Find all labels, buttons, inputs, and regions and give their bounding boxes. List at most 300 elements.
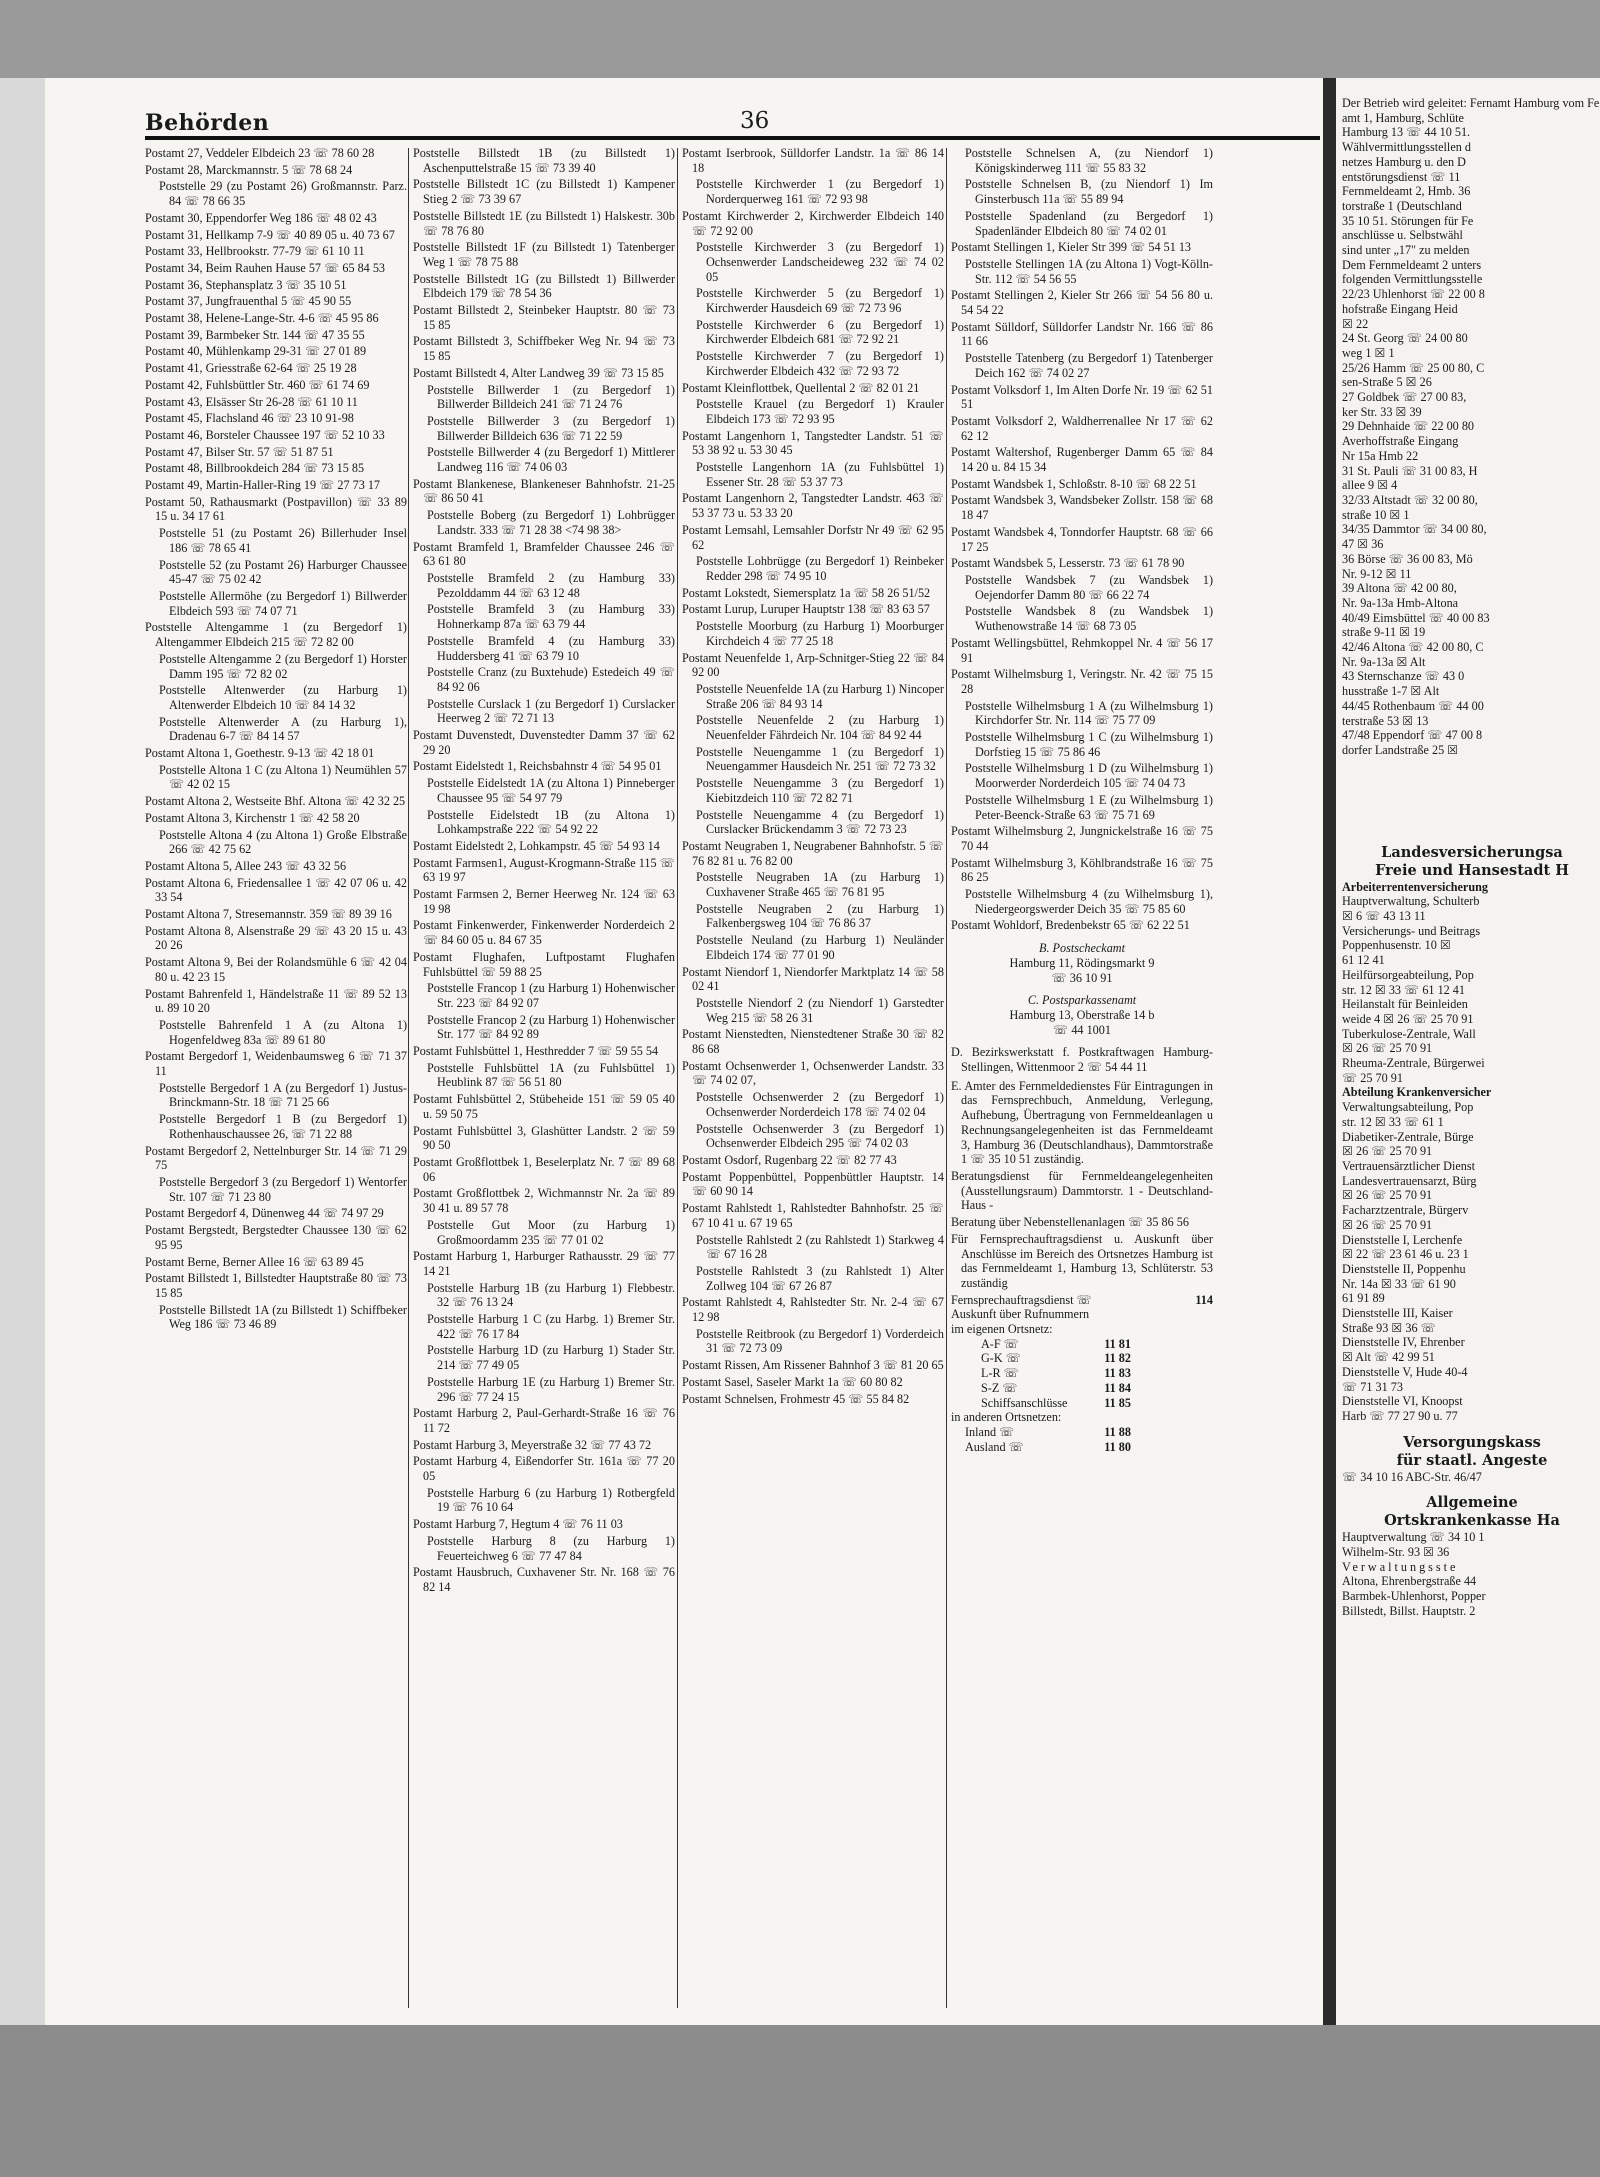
postamt-entry: Postamt Berne, Berner Allee 16 ☏ 63 89 45 [145, 1254, 364, 1269]
poststelle-entry: Poststelle Krauel (zu Bergedorf 1) Krauler Elbdeich 173 ☏ 72 93 95 [696, 397, 944, 426]
poststelle-entry: Poststelle Harburg 8 (zu Harburg 1) Feuerteichweg 6 ☏ 77 47 84 [427, 1533, 675, 1563]
krankenversicherung-line: Dienststelle II, Poppenhu [1342, 1261, 1466, 1276]
postamt-entry: Postamt Farmsen 2, Berner Heerweg Nr. 124 ☏ 63 19 98 [413, 887, 675, 916]
poststelle-entry: Poststelle Neuenfelde 1A (zu Harburg 1) Nincoper Straße 206 ☏ 84 93 14 [696, 681, 944, 711]
postamt-entry: Postamt Neugraben 1, Neugrabener Bahnhofstr. 5 ☏ 76 82 81 u. 76 82 00 [682, 838, 944, 868]
landesversicherung-line: Heilanstalt für Beinleiden [1342, 997, 1468, 1012]
krankenversicherung-line: ☒ 26 ☏ 25 70 91 [1342, 1188, 1433, 1203]
landesversicherung-line: 61 12 41 [1342, 953, 1385, 968]
andere-ortsnetze-label: in anderen Ortsnetzen: [951, 1410, 1062, 1425]
postamt-entry: Postamt 33, Hellbrookstr. 77-79 ☏ 61 10 11 [145, 244, 365, 259]
postamt-entry: Postamt 41, Griesstraße 62-64 ☏ 25 19 28 [145, 361, 357, 376]
fernamt-line: Wählvermittlungsstellen d [1342, 140, 1471, 155]
postamt-entry: Postamt Bergedorf 1, Weidenbaumsweg 6 ☏ 71 37 11 [145, 1049, 407, 1079]
postamt-entry: Postamt Großflottbek 1, Beselerplatz Nr. 7 ☏ 89 68 06 [413, 1155, 675, 1184]
krankenversicherung-line: 61 91 89 [1342, 1291, 1385, 1306]
poststelle-entry: Poststelle Harburg 1D (zu Harburg 1) Stader Str. 214 ☏ 77 49 05 [427, 1343, 675, 1373]
postamt-entry: Postamt 45, Flachsland 46 ☏ 23 10 91-98 [145, 411, 354, 426]
rufnummer-label: Inland ☏ [965, 1424, 1015, 1439]
postamt-entry: Postamt Billstedt 2, Steinbeker Hauptstr. 80 ☏ 73 15 85 [413, 303, 675, 332]
poststelle-entry: Poststelle Wilhelmsburg 4 (zu Wilhelmsburg 1), Niedergeorgswerder Deich 35 ☏ 75 85 60 [965, 887, 1213, 916]
fernamt-line: Nr 15a Hmb 22 [1342, 448, 1419, 463]
landesversicherung-line: Heilfürsorgeabteilung, Pop [1342, 967, 1474, 982]
auskunft-label: Auskunft über Rufnummern [951, 1307, 1090, 1322]
poststelle-entry: Poststelle Kirchwerder 1 (zu Bergedorf 1) Norderquerweg 161 ☏ 72 93 98 [696, 177, 944, 207]
krankenversicherung-line: Vertrauensärztlicher Dienst [1342, 1159, 1475, 1173]
postamt-entry: Postamt 28, Marckmannstr. 5 ☏ 78 68 24 [145, 162, 353, 177]
fernamt-line: Averhoffstraße Eingang [1342, 434, 1459, 449]
landesversicherung-lines [1342, 894, 1600, 1085]
postamt-entry: Postamt 47, Bilser Str. 57 ☏ 51 87 51 [145, 444, 334, 459]
poststelle-entry: Poststelle Harburg 1E (zu Harburg 1) Bremer Str. 296 ☏ 77 24 15 [427, 1374, 675, 1404]
postamt-entry: Postamt 36, Stephansplatz 3 ☏ 35 10 51 [145, 277, 347, 292]
ortskrankenkasse-line: Wilhelm-Str. 93 ☒ 36 [1342, 1545, 1450, 1560]
postamt-entry: Postamt Sülldorf, Sülldorfer Landstr Nr. 166 ☏ 86 11 66 [951, 319, 1213, 349]
postamt-entry: Poststelle Billstedt 1C (zu Billstedt 1) Kampener Stieg 2 ☏ 73 39 67 [413, 177, 675, 207]
poststelle-entry: Poststelle Gut Moor (zu Harburg 1) Großmoordamm 235 ☏ 77 01 02 [427, 1217, 675, 1247]
ortskrankenkasse-lines [1342, 1530, 1600, 1559]
directory-column-1 [145, 146, 407, 2016]
poststelle-entry: Poststelle Langenhorn 1A (zu Fuhlsbüttel 1) Essener Str. 28 ☏ 53 37 73 [696, 460, 944, 489]
postamt-entry: Postamt Volksdorf 2, Waldherrenallee Nr 17 ☏ 62 62 12 [951, 413, 1213, 443]
fernamt-line: 42/46 Altona ☏ 42 00 80, C [1342, 640, 1484, 655]
poststelle-entry: Poststelle Wandsbek 7 (zu Wandsbek 1) Oejendorfer Damm 80 ☏ 66 22 74 [965, 572, 1213, 602]
rufnummer-label: A-F ☏ [981, 1336, 1019, 1351]
rufnummer-label: Ausland ☏ [965, 1439, 1024, 1454]
fernamt-line: 39 Altona ☏ 42 00 80, [1342, 581, 1457, 596]
fernamt-line: Nr. 9-12 ☒ 11 [1342, 566, 1412, 581]
poststelle-entry: Poststelle Rahlstedt 3 (zu Rahlstedt 1) Alter Zollweg 104 ☏ 67 26 87 [696, 1263, 944, 1293]
poststelle-entry: Poststelle Bergedorf 1 B (zu Bergedorf 1) Rothenhauschaussee 26, ☏ 71 22 88 [159, 1112, 407, 1141]
landesversicherung-line: Poppenhusenstr. 10 ☒ [1342, 938, 1451, 953]
postamt-entry: Postamt 50, Rathausmarkt (Postpavillon) ☏ 33 89 15 u. 34 17 61 [145, 494, 407, 524]
verwaltungsstelle-line: Altona, Ehrenbergstraße 44 [1342, 1574, 1477, 1589]
postamt-entry: Postamt Wellingsbüttel, Rehmkoppel Nr. 4 ☏ 56 17 91 [951, 635, 1213, 665]
poststelle-entry: Poststelle Altenwerder A (zu Harburg 1), Dradenau 6-7 ☏ 84 14 57 [159, 714, 407, 744]
book-gutter [1323, 78, 1336, 2028]
rufnummer-row [965, 1425, 1131, 1440]
postamt-entry: Postamt Wandsbek 3, Wandsbeker Zollstr. 158 ☏ 68 18 47 [951, 493, 1213, 523]
directory-column-3 [682, 146, 944, 2016]
postamt-entry: Postamt Altona 2, Westseite Bhf. Altona ☏ 42 32 25 [145, 794, 406, 809]
postamt-entry: Postamt Iserbrook, Sülldorfer Landstr. 1a ☏ 86 14 18 [682, 146, 944, 175]
postamt-entry: Postamt Altona 9, Bei der Rolandsmühle 6 ☏ 42 04 80 u. 42 23 15 [145, 955, 407, 984]
fernamt-line: weg 1 ☒ 1 [1342, 345, 1395, 360]
postamt-entry: Postamt Sasel, Saseler Markt 1a ☏ 60 80 82 [682, 1374, 903, 1389]
auftragsdienst-label: Fernsprechauftragsdienst ☏ [951, 1292, 1092, 1307]
postamt-entry: Postamt Großflottbek 2, Wichmannstr Nr. 2a ☏ 89 30 41 u. 89 57 78 [413, 1186, 675, 1216]
postsparkasse-address: Hamburg 13, Oberstraße 14 b [1009, 1007, 1155, 1022]
nebenstellen-entry: Beratung über Nebenstellenanlagen ☏ 35 86 56 [951, 1215, 1189, 1230]
poststelle-entry: Poststelle Neuenfelde 2 (zu Harburg 1) Neuenfelder Fährdeich Nr. 104 ☏ 84 92 44 [696, 713, 944, 743]
krankenversicherung-line: Nr. 14a ☒ 33 ☏ 61 90 [1342, 1276, 1456, 1291]
postamt-entry: Postamt Billstedt 4, Alter Landweg 39 ☏ 73 15 85 [413, 365, 664, 380]
landesversicherung-line: str. 12 ☒ 33 ☏ 61 12 41 [1342, 982, 1465, 997]
poststelle-entry: Poststelle Reitbrook (zu Bergedorf 1) Vorderdeich 31 ☏ 72 73 09 [696, 1326, 944, 1356]
fernamt-line: 25/26 Hamm ☏ 25 00 80, C [1342, 360, 1485, 375]
postamt-entry: Postamt Waltershof, Rugenberger Damm 65 ☏ 84 14 20 u. 84 15 34 [951, 445, 1213, 475]
poststelle-entry: Poststelle Neuengamme 4 (zu Bergedorf 1) Curslacker Brückendamm 3 ☏ 72 73 23 [696, 807, 944, 837]
poststelle-entry: Poststelle Bahrenfeld 1 A (zu Altona 1) Hogenfeldweg 83a ☏ 89 61 80 [159, 1017, 407, 1047]
postamt-entry: Postamt Wilhelmsburg 1, Veringstr. Nr. 42 ☏ 75 15 28 [951, 667, 1213, 696]
landesversicherung-line: Rheuma-Zentrale, Bürgerwei [1342, 1056, 1485, 1071]
postamt-entry: Postamt 34, Beim Rauhen Hause 57 ☏ 65 84 53 [145, 260, 386, 275]
postamt-entry: Poststelle Billstedt 1F (zu Billstedt 1) Tatenberger Weg 1 ☏ 78 75 88 [413, 240, 675, 269]
poststelle-entry: Poststelle Moorburg (zu Harburg 1) Moorburger Kirchdeich 4 ☏ 77 25 18 [696, 619, 944, 648]
fernamt-line: anschlüsse u. Selbstwähl [1342, 228, 1463, 243]
krankenversicherung-line: Verwaltungsabteilung, Pop [1342, 1100, 1474, 1115]
fernamt-line: torstraße 1 (Deutschland [1342, 198, 1462, 213]
poststelle-entry: Poststelle Billwerder 4 (zu Bergedorf 1) Mittlerer Landweg 116 ☏ 74 06 03 [427, 445, 675, 475]
poststelle-entry: Poststelle Niendorf 2 (zu Niendorf 1) Garstedter Weg 215 ☏ 58 26 31 [696, 995, 944, 1025]
verwaltungsstellen-heading: Verwaltungsste [1342, 1559, 1459, 1574]
poststelle-entry: Poststelle Bergedorf 1 A (zu Bergedorf 1) Justus-Brinckmann-Str. 18 ☏ 71 25 66 [159, 1080, 407, 1110]
column-divider [946, 148, 947, 2008]
postamt-entry: Postamt Fuhlsbüttel 2, Stübeheide 151 ☏ 59 05 40 u. 59 50 75 [413, 1092, 675, 1121]
poststelle-entry: Poststelle Spadenland (zu Bergedorf 1) Spadenländer Elbdeich 80 ☏ 74 02 01 [965, 208, 1213, 238]
krankenversicherung-line: str. 12 ☒ 33 ☏ 61 1 [1342, 1114, 1444, 1129]
fernmelde-entry: E. Amter des Fernmeldedienstes Für Eintragungen in das Fernsprechbuch, Anmeldung, Verlegung, Aufhebung, Übertragung von Fernmeldeanlagen u Rechnungsangelegenheiten ist das Fernmeldeamt 3, Hamburg 36 (Deutschlandhaus), Dammtorstraße 1 ☏ 35 10 51 zuständig. [951, 1078, 1213, 1167]
landesversicherung-line: weide 4 ☒ 26 ☏ 25 70 91 [1342, 1011, 1474, 1026]
postamt-entry: Postamt Harburg 7, Hegtum 4 ☏ 76 11 03 [413, 1517, 623, 1532]
postscheckamt-title: B. Postscheckamt [1039, 941, 1125, 956]
page-number: 36 [740, 108, 770, 134]
landesversicherung-line: ☏ 25 70 91 [1342, 1070, 1403, 1085]
krankenversicherung-line: ☒ Alt ☏ 42 99 51 [1342, 1350, 1435, 1365]
fernamt-line: straße 10 ☒ 1 [1342, 507, 1410, 522]
poststelle-entry: Poststelle Harburg 1 C (zu Harbg. 1) Bremer Str. 422 ☏ 76 17 84 [427, 1312, 675, 1341]
fernamt-line: 35 10 51. Störungen für Fe [1342, 213, 1474, 228]
postamt-entry: Postamt Bramfeld 1, Bramfelder Chaussee 246 ☏ 63 61 80 [413, 539, 675, 569]
fernamt-line: sen-Straße 5 ☒ 26 [1342, 375, 1432, 390]
poststelle-entry: Poststelle Boberg (zu Bergedorf 1) Lohbrügger Landstr. 333 ☏ 71 28 38 <74 98 38> [427, 508, 675, 537]
postamt-entry: Postamt Bahrenfeld 1, Händelstraße 11 ☏ 89 52 13 u. 89 10 20 [145, 986, 407, 1016]
rufnummer-label: S-Z ☏ [981, 1380, 1018, 1395]
poststelle-entry: Poststelle Neuland (zu Harburg 1) Neuländer Elbdeich 174 ☏ 77 01 90 [696, 933, 944, 962]
rufnummer-row [981, 1396, 1131, 1411]
krankenversicherung-heading: Abteilung Krankenversicher [1342, 1085, 1492, 1100]
postamt-entry: Postamt 31, Hellkamp 7-9 ☏ 40 89 05 u. 40 73 67 [145, 227, 395, 242]
fernamt-line: 36 Börse ☏ 36 00 83, Mö [1342, 551, 1473, 566]
poststelle-entry: Poststelle Kirchwerder 5 (zu Bergedorf 1) Kirchwerder Hausdeich 69 ☏ 72 73 96 [696, 286, 944, 316]
postamt-entry: Postamt Poppenbüttel, Poppenbüttler Hauptstr. 14 ☏ 60 90 14 [682, 1169, 944, 1199]
krankenversicherung-line: Straße 93 ☒ 36 ☏ [1342, 1320, 1436, 1335]
poststelle-entry: Poststelle Stellingen 1A (zu Altona 1) Vogt-Kölln-Str. 112 ☏ 54 56 55 [965, 256, 1213, 286]
postamt-entry: Postamt Finkenwerder, Finkenwerder Norderdeich 2 ☏ 84 60 05 u. 84 67 35 [413, 918, 675, 948]
rufnummer-label: G-K ☏ [981, 1351, 1021, 1366]
fernamt-line: 34/35 Dammtor ☏ 34 00 80, [1342, 522, 1487, 537]
postamt-entry: Postamt Altona 8, Alsenstraße 29 ☏ 43 20 15 u. 43 20 26 [145, 923, 407, 953]
fernamt-line: 32/33 Altstadt ☏ 32 00 80, [1342, 492, 1478, 507]
postamt-entry: Postamt Bergedorf 4, Dünenweg 44 ☏ 74 97 29 [145, 1206, 384, 1221]
landesversicherung-line: Tuberkulose-Zentrale, Wall [1342, 1026, 1476, 1041]
poststelle-entry: Poststelle Bergedorf 3 (zu Bergedorf 1) Wentorfer Str. 107 ☏ 71 23 80 [159, 1175, 407, 1204]
verwaltungsstellen-lines [1342, 1574, 1600, 1618]
fernamt-line: Nr. 9a-13a Hmb-Altona [1342, 595, 1459, 610]
section-title: Behörden [145, 110, 270, 136]
poststelle-entry: Poststelle Wilhelmsburg 1 E (zu Wilhelmsburg 1) Peter-Beenck-Straße 63 ☏ 75 71 69 [965, 792, 1213, 822]
postamt-entry: Postamt Wandsbek 1, Schloßstr. 8-10 ☏ 68 22 51 [951, 476, 1197, 491]
rufnummer-row [981, 1351, 1131, 1366]
fernamt-line: Der Betrieb wird geleitet: Fernamt Hamburg vom Fe [1342, 96, 1600, 110]
versorgungskasse-title-2: für staatl. Angeste [1396, 1451, 1548, 1469]
krankenversicherung-line: Dienststelle III, Kaiser [1342, 1306, 1453, 1321]
krankenversicherung-line: ☒ 22 ☏ 23 61 46 u. 23 1 [1342, 1247, 1469, 1262]
krankenversicherung-line: ☒ 26 ☏ 25 70 91 [1342, 1144, 1433, 1159]
postamt-entry: Postamt Wohldorf, Bredenbekstr 65 ☏ 62 22 51 [951, 918, 1190, 933]
postamt-entry: Postamt Nienstedten, Nienstedtener Straße 30 ☏ 82 86 68 [682, 1027, 944, 1057]
ortsnetz-label: im eigenen Ortsnetz: [951, 1322, 1053, 1337]
poststelle-entry: Poststelle Eidelstedt 1B (zu Altona 1) Lohkampstraße 222 ☏ 54 92 22 [427, 807, 675, 837]
postamt-entry: Postamt Langenhorn 2, Tangstedter Landstr. 463 ☏ 53 37 73 u. 53 33 20 [682, 491, 944, 521]
postamt-entry: Postamt Bergstedt, Bergstedter Chaussee 130 ☏ 62 95 95 [145, 1223, 407, 1252]
poststelle-entry: Poststelle Wilhelmsburg 1 D (zu Wilhelmsburg 1) Moorwerder Norderdeich 105 ☏ 74 04 73 [965, 761, 1213, 791]
postamt-entry: Postamt Kleinflottbek, Quellental 2 ☏ 82 01 21 [682, 380, 920, 395]
postamt-entry: Postamt Rahlstedt 4, Rahlstedter Str. Nr. 2-4 ☏ 67 12 98 [682, 1295, 944, 1325]
postamt-entry: Postamt Rissen, Am Rissener Bahnhof 3 ☏ 81 20 65 [682, 1358, 944, 1373]
krankenversicherung-line: ☒ 26 ☏ 25 70 91 [1342, 1217, 1433, 1232]
poststelle-entry: Poststelle Bramfeld 4 (zu Hamburg 33) Huddersberg 41 ☏ 63 79 10 [427, 633, 675, 663]
poststelle-entry: Poststelle Kirchwerder 7 (zu Bergedorf 1) Kirchwerder Elbdeich 432 ☏ 72 93 72 [696, 349, 944, 378]
fernamt-line: Hamburg 13 ☏ 44 10 51. [1342, 125, 1471, 140]
postamt-entry: Postamt Fuhlsbüttel 3, Glashütter Landstr. 2 ☏ 59 90 50 [413, 1123, 675, 1153]
verwaltungsstelle-line: Billstedt, Billst. Hauptstr. 2 [1342, 1603, 1476, 1618]
fernamt-line: entstörungsdienst ☏ 11 [1342, 169, 1461, 184]
postamt-entry: Postamt 40, Mühlenkamp 29-31 ☏ 27 01 89 [145, 344, 367, 359]
auftragsdienst-number [951, 1293, 1213, 1308]
postamt-entry: Postamt Osdorf, Rugenbarg 22 ☏ 82 77 43 [682, 1153, 897, 1167]
postamt-entry: Postamt 38, Helene-Lange-Str. 4-6 ☏ 45 95 86 [145, 311, 379, 326]
postamt-entry: Postamt Altona 3, Kirchenstr 1 ☏ 42 58 20 [145, 810, 360, 825]
postamt-entry: Postamt Eidelstedt 2, Lohkampstr. 45 ☏ 54 93 14 [413, 838, 660, 853]
postamt-entry: Postamt Bergedorf 2, Nettelnburger Str. 14 ☏ 71 29 75 [145, 1143, 407, 1173]
poststelle-entry: Poststelle Eidelstedt 1A (zu Altona 1) Pinneberger Chaussee 95 ☏ 54 97 79 [427, 776, 675, 805]
postamt-entry: Postamt Billstedt 1, Billstedter Hauptstraße 80 ☏ 73 15 85 [145, 1271, 407, 1300]
poststelle-entry: Poststelle Fuhlsbüttel 1A (zu Fuhlsbüttel 1) Heublink 87 ☏ 56 51 80 [427, 1060, 675, 1090]
postamt-entry: Postamt Stellingen 1, Kieler Str 399 ☏ 54 51 13 [951, 240, 1192, 255]
poststelle-entry: Poststelle Bramfeld 3 (zu Hamburg 33) Hohnerkamp 87a ☏ 63 79 44 [427, 602, 675, 632]
postamt-entry: Postamt Flughafen, Luftpostamt Flughafen Fuhlsbüttel ☏ 59 88 25 [413, 949, 675, 979]
postamt-entry: Postamt Blankenese, Blankeneser Bahnhofstr. 21-25 ☏ 86 50 41 [413, 476, 675, 506]
rufnummer-value: 11 88 [1104, 1424, 1131, 1439]
poststelle-entry: Poststelle Wandsbek 8 (zu Wandsbek 1) Wuthenowstraße 14 ☏ 68 73 05 [965, 604, 1213, 634]
fernamt-line: 31 St. Pauli ☏ 31 00 83, H [1342, 463, 1478, 478]
postamt-entry: Postamt 48, Billbrookdeich 284 ☏ 73 15 85 [145, 461, 365, 476]
postamt-entry: Postamt Altona 6, Friedensallee 1 ☏ 42 07 06 u. 42 33 54 [145, 875, 407, 905]
poststelle-entry: Poststelle Altona 4 (zu Altona 1) Große Elbstraße 266 ☏ 42 75 62 [159, 827, 407, 857]
postamt-entry: Poststelle Billstedt 1G (zu Billstedt 1) Billwerder Elbdeich 179 ☏ 78 54 36 [413, 271, 675, 301]
postamt-entry: Postamt 30, Eppendorfer Weg 186 ☏ 48 02 43 [145, 210, 377, 225]
postamt-entry: Postamt Harburg 1, Harburger Rathausstr. 29 ☏ 77 14 21 [413, 1249, 675, 1278]
fernamt-line: terstraße 53 ☒ 13 [1342, 713, 1429, 728]
poststelle-entry: Poststelle Wilhelmsburg 1 C (zu Wilhelmsburg 1) Dorfstieg 15 ☏ 75 86 46 [965, 730, 1213, 759]
poststelle-entry: Poststelle Billwerder 1 (zu Bergedorf 1) Billwerder Billdeich 241 ☏ 71 24 76 [427, 382, 675, 412]
postamt-entry: Postamt Fuhlsbüttel 1, Hesthredder 7 ☏ 59 55 54 [413, 1044, 659, 1059]
rufnummer-label: Schiffsanschlüsse [981, 1395, 1068, 1410]
landesversicherung-line: ☒ 26 ☏ 25 70 91 [1342, 1041, 1433, 1056]
postamt-entry: Postamt Harburg 3, Meyerstraße 32 ☏ 77 43 72 [413, 1437, 652, 1452]
fernamt-line: Fernmeldeamt 2, Hmb. 36 [1342, 184, 1471, 199]
postamt-entry: Postamt Duvenstedt, Duvenstedter Damm 37 ☏ 62 29 20 [413, 728, 675, 757]
column-divider [408, 148, 409, 2008]
rufnummer-row [981, 1337, 1131, 1352]
directory-column-2 [413, 146, 675, 2016]
fernamt-line: 29 Dehnhaide ☏ 22 00 80 [1342, 419, 1475, 434]
postamt-entry: Postamt Rahlstedt 1, Rahlstedter Bahnhofstr. 25 ☏ 67 10 41 u. 67 19 65 [682, 1201, 944, 1230]
rufnummer-value: 11 84 [1104, 1380, 1131, 1395]
krankenversicherung-line: Dienststelle IV, Ehrenber [1342, 1335, 1465, 1350]
ortskrankenkasse-title-2: Ortskrankenkasse Ha [1384, 1512, 1560, 1530]
rufnummer-value: 11 80 [1104, 1439, 1131, 1454]
poststelle-entry: Poststelle Schnelsen B, (zu Niendorf 1) Im Ginsterbusch 11a ☏ 55 89 94 [965, 177, 1213, 207]
poststelle-entry: Poststelle Billstedt 1A (zu Billstedt 1) Schiffbeker Weg 186 ☏ 73 46 89 [159, 1302, 407, 1332]
krankenversicherung-line: Diabetiker-Zentrale, Bürge [1342, 1129, 1474, 1144]
postscheckamt-phone: ☏ 36 10 91 [1051, 970, 1113, 985]
postamt-entry: Postamt Langenhorn 1, Tangstedter Landstr. 51 ☏ 53 38 92 u. 53 30 45 [682, 428, 944, 458]
krankenversicherung-line: Dienststelle VI, Knoopst [1342, 1394, 1463, 1409]
rufnummer-value: 11 81 [1104, 1336, 1131, 1351]
verwaltungsstelle-line: Barmbek-Uhlenhorst, Popper [1342, 1589, 1486, 1604]
poststelle-entry: Poststelle Harburg 1B (zu Harburg 1) Flebbestr. 32 ☏ 76 13 24 [427, 1280, 675, 1310]
fernamt-line: allee 9 ☒ 4 [1342, 478, 1398, 493]
poststelle-entry: Poststelle Neuengamme 1 (zu Bergedorf 1) Neuengammer Hausdeich Nr. 251 ☏ 72 73 32 [696, 744, 944, 774]
arbeiterrenten-heading: Arbeiterrentenversicherung [1342, 879, 1488, 894]
left-page [45, 78, 1323, 2028]
krankenversicherung-lines [1342, 1100, 1600, 1423]
poststelle-entry: Poststelle Neugraben 2 (zu Harburg 1) Falkenbergsweg 104 ☏ 76 86 37 [696, 901, 944, 931]
fernamt-line: 47/48 Eppendorf ☏ 47 00 8 [1342, 728, 1483, 743]
ortsnetz-list [951, 1337, 1131, 1411]
rufnummer-value: 11 83 [1104, 1366, 1131, 1381]
postamt-entry: Postamt Hausbruch, Cuxhavener Str. Nr. 168 ☏ 76 82 14 [413, 1565, 675, 1594]
postamt-entry: Postamt Niendorf 1, Niendorfer Marktplatz 14 ☏ 58 02 41 [682, 964, 944, 994]
fernamt-line: 40/49 Eimsbüttel ☏ 40 00 83 [1342, 610, 1490, 625]
versorgungskasse-title: Versorgungskass [1403, 1433, 1541, 1451]
krankenversicherung-line: Facharztzentrale, Bürgerv [1342, 1203, 1469, 1218]
fernamt-lines [1342, 96, 1600, 758]
postamt-entry: Postamt Lokstedt, Siemersplatz 1a ☏ 58 26 51/52 [682, 585, 931, 600]
scan-border-top [0, 0, 1600, 78]
postamt-entry: Postamt Ochsenwerder 1, Ochsenwerder Landstr. 33 ☏ 74 02 07, [682, 1058, 944, 1088]
landesversicherung-line: Versicherungs- und Beitrags [1342, 923, 1481, 938]
postamt-list [951, 146, 1213, 933]
postamt-entry: Postamt 49, Martin-Haller-Ring 19 ☏ 27 73 17 [145, 478, 381, 493]
rufnummer-value: 11 85 [1104, 1395, 1131, 1410]
rufnummer-value: 11 82 [1104, 1351, 1131, 1366]
scan-border-left [0, 78, 45, 2028]
postamt-entry: Poststelle Billstedt 1B (zu Billstedt 1) Aschenputtelstraße 15 ☏ 73 39 40 [413, 146, 675, 175]
column-divider [677, 148, 678, 2008]
fernamt-line: ☒ 22 [1342, 316, 1369, 331]
poststelle-entry: Poststelle Bramfeld 2 (zu Hamburg 33) Pezolddamm 44 ☏ 63 12 48 [427, 570, 675, 600]
fernamt-line: dorfer Landstraße 25 ☒ [1342, 742, 1459, 757]
fernamt-line: 27 Goldbek ☏ 27 00 83, [1342, 390, 1467, 405]
fernamt-line: 24 St. Georg ☏ 24 00 80 [1342, 331, 1468, 346]
krankenversicherung-line: ☏ 71 31 73 [1342, 1379, 1403, 1394]
postamt-entry: Postamt Kirchwerder 2, Kirchwerder Elbdeich 140 ☏ 72 92 00 [682, 208, 944, 238]
fernamt-line: 43 Sternschanze ☏ 43 0 [1342, 669, 1465, 684]
krankenversicherung-line: Harb ☏ 77 27 90 u. 77 [1342, 1408, 1458, 1423]
postamt-entry: Postamt Volksdorf 1, Im Alten Dorfe Nr. 19 ☏ 62 51 51 [951, 382, 1213, 412]
postamt-entry: Postamt Wilhelmsburg 3, Köhlbrandstraße 16 ☏ 75 86 25 [951, 855, 1213, 885]
poststelle-entry: Poststelle Billwerder 3 (zu Bergedorf 1) Billwerder Billdeich 636 ☏ 71 22 59 [427, 413, 675, 443]
poststelle-entry: Poststelle Rahlstedt 2 (zu Rahlstedt 1) Starkweg 4 ☏ 67 16 28 [696, 1232, 944, 1262]
landesversicherung-line: ☒ 6 ☏ 43 13 11 [1342, 909, 1426, 924]
postamt-entry: Postamt 39, Barmbeker Str. 144 ☏ 47 35 55 [145, 327, 365, 342]
bezirkswerkstatt-entry: D. Bezirkswerkstatt f. Postkraftwagen Hamburg-Stellingen, Wittenmoor 2 ☏ 54 44 11 [951, 1045, 1213, 1075]
postamt-entry: Postamt Altona 7, Stresemannstr. 359 ☏ 89 39 16 [145, 907, 392, 922]
postamt-entry: Postamt Lemsahl, Lemsahler Dorfstr Nr 49 ☏ 62 95 62 [682, 522, 944, 552]
right-page-column [1342, 96, 1600, 1619]
fernamt-line: husstraße 1-7 ☒ Alt [1342, 684, 1440, 699]
poststelle-entry: Poststelle Altenwerder (zu Harburg 1) Altenwerder Elbdeich 10 ☏ 84 14 32 [159, 683, 407, 712]
poststelle-entry: Poststelle 51 (zu Postamt 26) Billerhuder Insel 186 ☏ 78 65 41 [159, 526, 407, 555]
postsparkasse-title: C. Postsparkassenamt [1027, 993, 1137, 1008]
postamt-entry: Postamt Neuenfelde 1, Arp-Schnitger-Stieg 22 ☏ 84 92 00 [682, 650, 944, 680]
rufnummer-label: L-R ☏ [981, 1366, 1019, 1381]
rufnummer-row [981, 1366, 1131, 1381]
right-page [1336, 78, 1600, 2028]
postamt-entry: Postamt 37, Jungfrauenthal 5 ☏ 45 90 55 [145, 294, 352, 309]
postamt-entry: Postamt 43, Elsässer Str 26-28 ☏ 61 10 11 [145, 394, 358, 409]
postamt-entry: Poststelle Altengamme 1 (zu Bergedorf 1) Altengammer Elbdeich 215 ☏ 72 82 00 [145, 620, 407, 650]
poststelle-entry: Poststelle Ochsenwerder 3 (zu Bergedorf 1) Ochsenwerder Elbdeich 295 ☏ 74 02 03 [696, 1121, 944, 1151]
fernamt-line: sind unter „17" zu melden [1342, 243, 1470, 258]
postamt-entry: Postamt Lurup, Luruper Hauptstr 138 ☏ 83 63 57 [682, 602, 930, 617]
scan-border-bottom [0, 2025, 1600, 2177]
postamt-entry: Postamt Harburg 4, Eißendorfer Str. 161a ☏ 77 20 05 [413, 1454, 675, 1484]
andere-ortsnetze-list [951, 1425, 1131, 1454]
header-rule [145, 136, 1320, 140]
postamt-entry: Postamt Altona 1, Goethestr. 9-13 ☏ 42 18 01 [145, 746, 375, 761]
poststelle-entry: Poststelle Altengamme 2 (zu Bergedorf 1) Horster Damm 195 ☏ 72 82 02 [159, 651, 407, 681]
fernamt-line: 22/23 Uhlenhorst ☏ 22 00 8 [1342, 287, 1485, 302]
auftragsdienst-entry: Für Fernsprechauftragsdienst u. Auskunft über Anschlüsse im Bereich des Ortsnetzes Hamburg ist das Fernmeldeamt 1, Hamburg 13, Schlüterstr. 53 zuständig [951, 1231, 1213, 1290]
krankenversicherung-line: Landesvertrauensarzt, Bürg [1342, 1173, 1477, 1188]
rufnummer-row [981, 1381, 1131, 1396]
postamt-entry: Postamt Wandsbek 4, Tonndorfer Hauptstr. 68 ☏ 66 17 25 [951, 524, 1213, 554]
landesversicherung-title-2: Freie und Hansestadt H [1375, 861, 1569, 879]
postamt-entry: Postamt 27, Veddeler Elbdeich 23 ☏ 78 60 28 [145, 146, 375, 160]
directory-column-4 [951, 146, 1213, 2016]
fernamt-line: ker Str. 33 ☒ 39 [1342, 404, 1422, 419]
poststelle-entry: Poststelle Tatenberg (zu Bergedorf 1) Tatenberger Deich 162 ☏ 74 02 27 [965, 351, 1213, 380]
fernamt-line: 47 ☒ 36 [1342, 537, 1384, 552]
postamt-entry: Postamt 46, Borsteler Chaussee 197 ☏ 52 10 33 [145, 427, 385, 442]
poststelle-entry: Poststelle Francop 2 (zu Harburg 1) Hohenwischer Str. 177 ☏ 84 92 89 [427, 1012, 675, 1042]
fernamt-line: 44/45 Rothenbaum ☏ 44 00 [1342, 698, 1484, 713]
postamt-entry: Postamt Billstedt 3, Schiffbeker Weg Nr. 94 ☏ 73 15 85 [413, 334, 675, 364]
postamt-entry: Postamt Farmsen1, August-Krogmann-Straße 115 ☏ 63 19 97 [413, 855, 675, 885]
poststelle-entry: Poststelle Altona 1 C (zu Altona 1) Neumühlen 57 ☏ 42 02 15 [159, 762, 407, 792]
poststelle-entry: Poststelle Allermöhe (zu Bergedorf 1) Billwerder Elbdeich 593 ☏ 74 07 71 [159, 588, 407, 618]
postamt-entry: Postamt 42, Fuhlsbüttler Str. 460 ☏ 61 74 69 [145, 377, 370, 392]
poststelle-entry: Poststelle Lohbrügge (zu Bergedorf 1) Reinbeker Redder 298 ☏ 74 95 10 [696, 554, 944, 583]
postamt-entry: Postamt Stellingen 2, Kieler Str 266 ☏ 54 56 80 u. 54 54 22 [951, 288, 1213, 318]
postamt-entry: Postamt Wilhelmsburg 2, Jungnickelstraße 16 ☏ 75 70 44 [951, 824, 1213, 853]
fernamt-line: Dem Fernmeldeamt 2 unters [1342, 257, 1482, 272]
poststelle-entry: Poststelle Ochsenwerder 2 (zu Bergedorf 1) Ochsenwerder Norderdeich 178 ☏ 74 02 04 [696, 1090, 944, 1119]
poststelle-entry: Poststelle Neugraben 1A (zu Harburg 1) Cuxhavener Straße 465 ☏ 76 81 95 [696, 870, 944, 900]
poststelle-entry: Poststelle Curslack 1 (zu Bergedorf 1) Curslacker Heerweg 2 ☏ 72 71 13 [427, 696, 675, 726]
landesversicherung-line: Hauptverwaltung, Schulterb [1342, 894, 1480, 909]
poststelle-entry: Poststelle Kirchwerder 6 (zu Bergedorf 1) Kirchwerder Elbdeich 681 ☏ 72 92 21 [696, 317, 944, 347]
versorgungskasse-line: ☏ 34 10 16 ABC-Str. 46/47 [1342, 1469, 1482, 1484]
poststelle-entry: Poststelle Harburg 6 (zu Harburg 1) Rotbergfeld 19 ☏ 76 10 64 [427, 1485, 675, 1515]
postscheckamt-address: Hamburg 11, Rödingsmarkt 9 [1009, 955, 1155, 970]
poststelle-entry: Poststelle 52 (zu Postamt 26) Harburger Chaussee 45-47 ☏ 75 02 42 [159, 557, 407, 587]
auftragsdienst-value: 114 [1195, 1292, 1213, 1307]
